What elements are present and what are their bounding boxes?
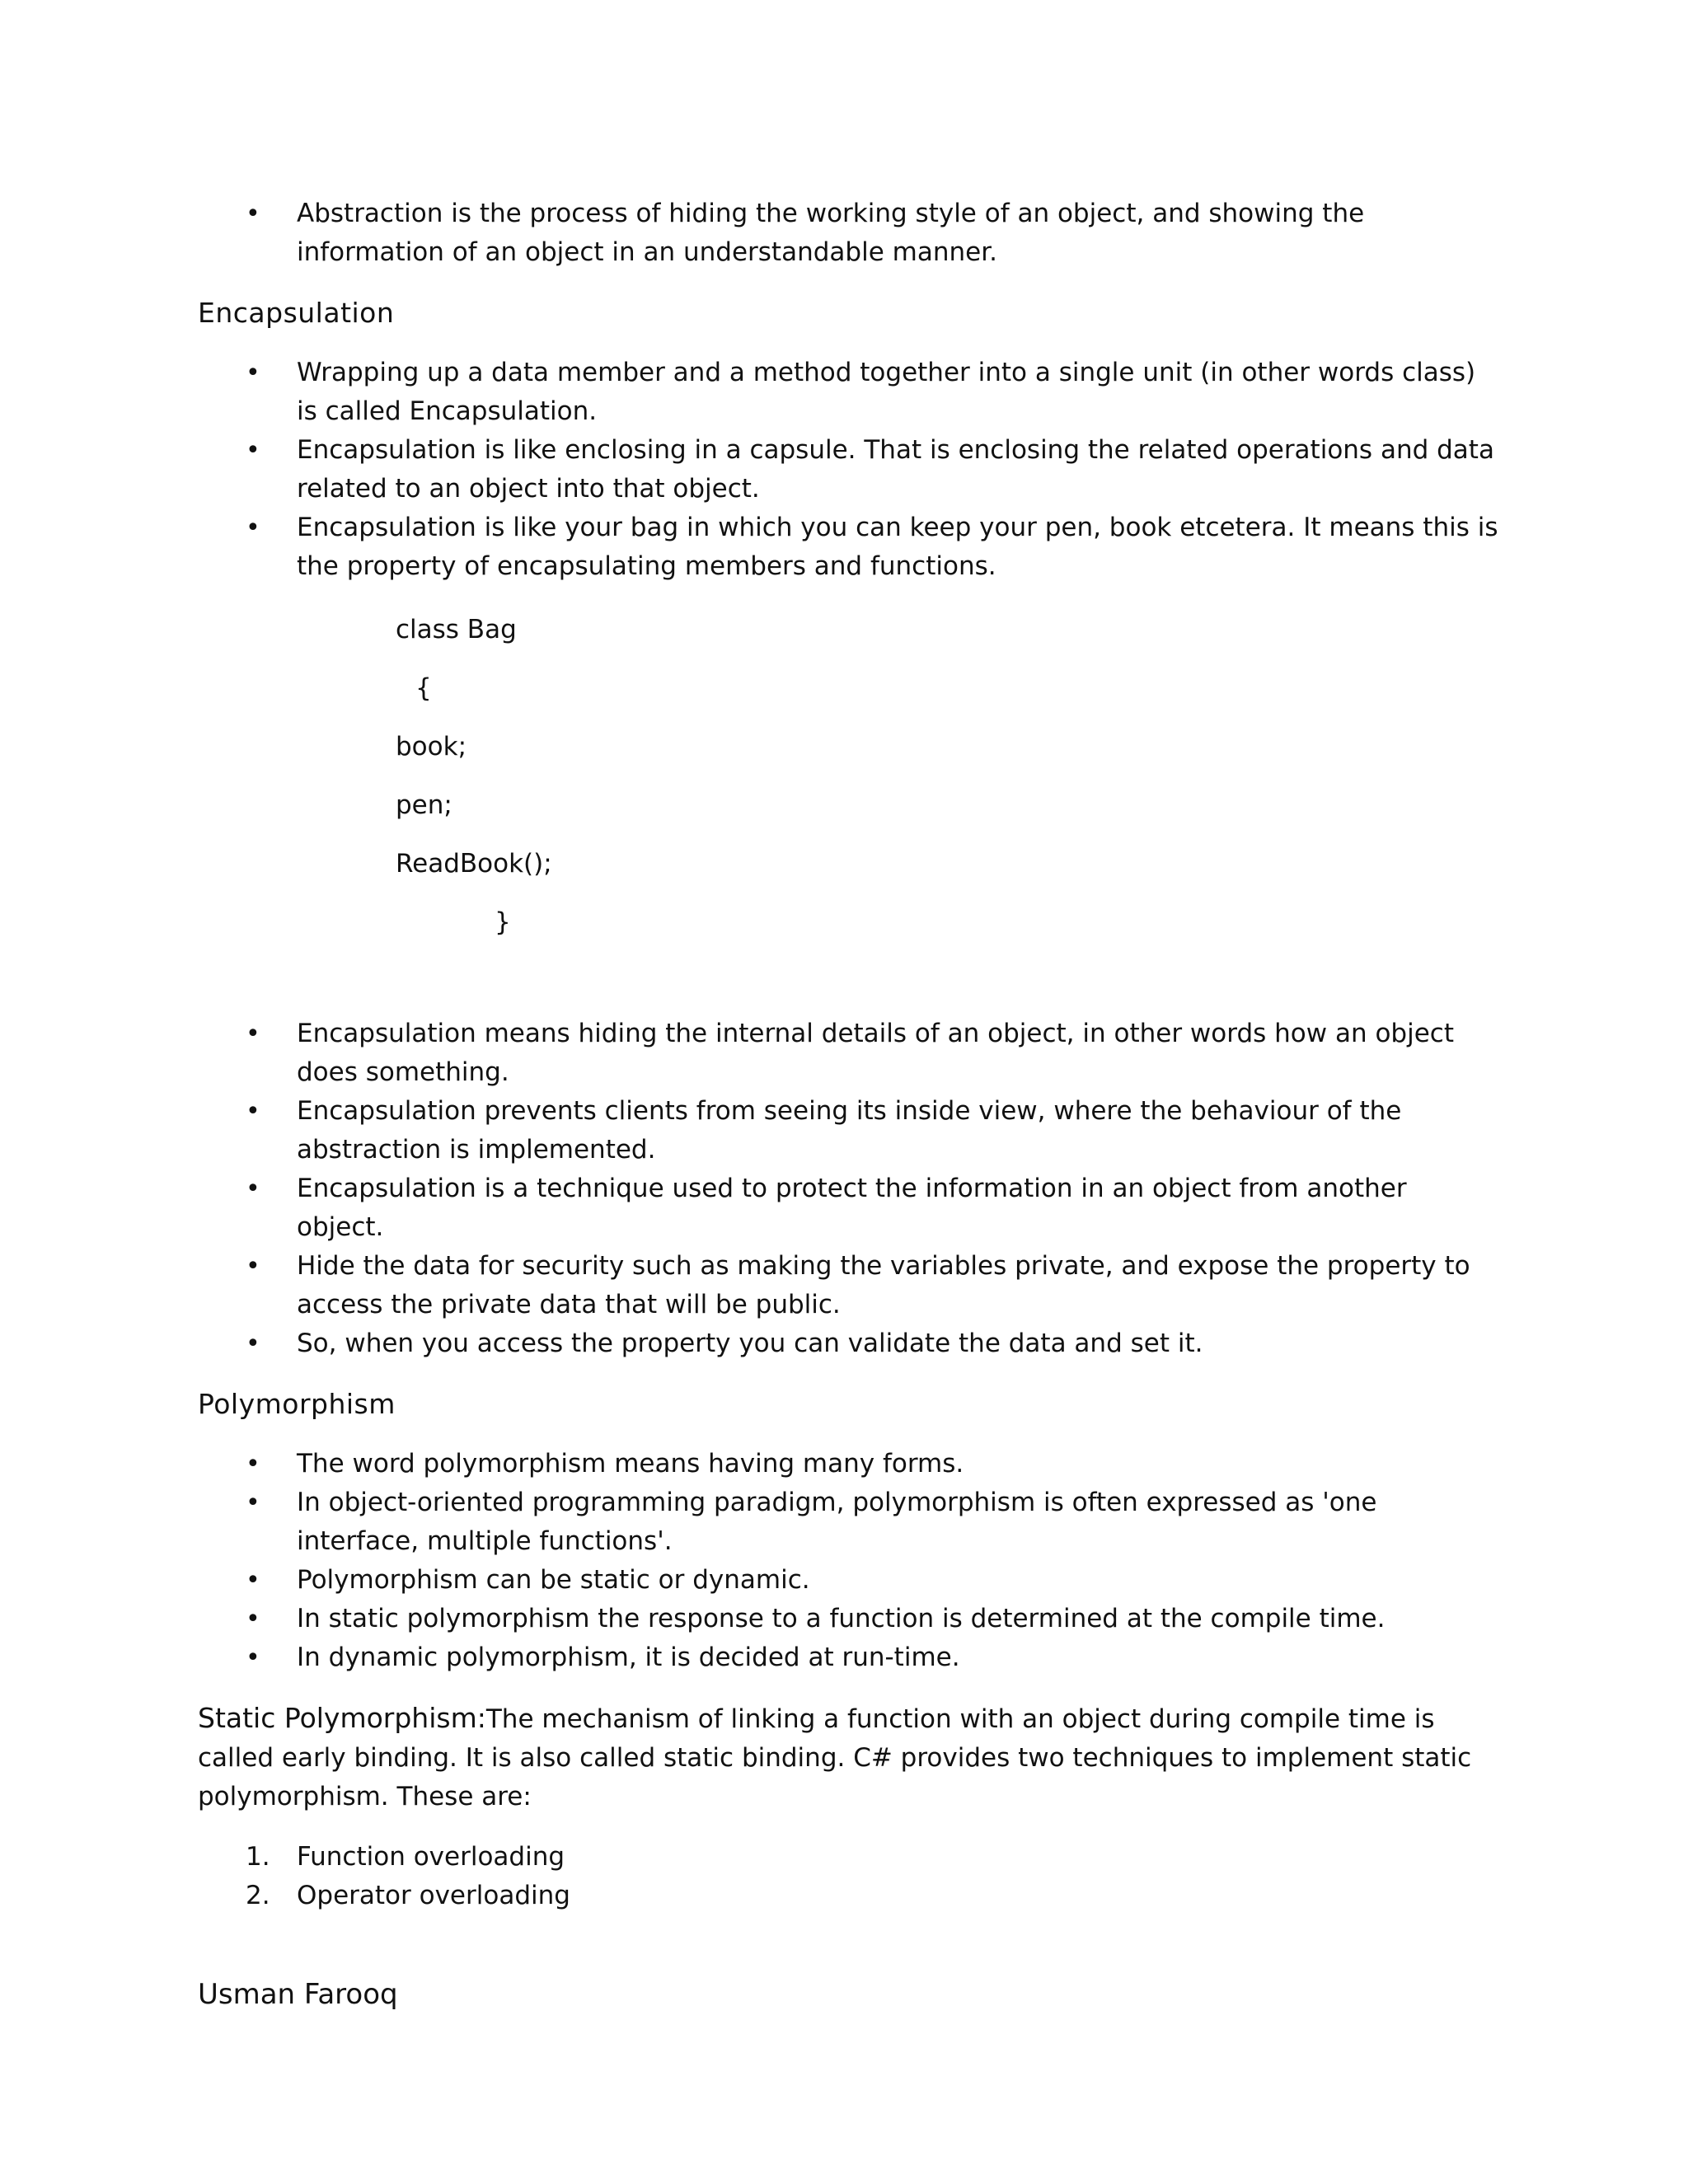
list-number: 2. [246, 1881, 270, 1910]
list-item: • Encapsulation means hiding the internal details of an object, in other words how an object does something. [198, 1015, 1500, 1092]
code-line: class Bag [396, 615, 517, 644]
encapsulation-bullet-list-b [198, 1015, 1500, 1363]
list-item: • Wrapping up a data member and a method together into a single unit (in other words class) is called Encapsulation. [198, 354, 1500, 431]
list-item: • Encapsulation prevents clients from seeing its inside view, where the behaviour of the abstraction is implemented. [198, 1092, 1500, 1169]
list-item-label: Function overloading [297, 1842, 565, 1872]
list-item: • Encapsulation is a technique used to protect the information in an object from another object. [198, 1169, 1500, 1247]
static-polymorphism-techniques-list [198, 1838, 1500, 1915]
static-polymorphism-lead: Static Polymorphism: [198, 1702, 486, 1734]
encapsulation-bullet-list-a [198, 354, 1500, 586]
static-polymorphism-paragraph [198, 1699, 1500, 1816]
section-heading-encapsulation: Encapsulation [198, 297, 395, 329]
code-sample-class-bag [396, 611, 1500, 962]
polymorphism-bullet-list [198, 1445, 1500, 1677]
code-line: book; [396, 732, 467, 762]
list-item: • Encapsulation is like your bag in which you can keep your pen, book etcetera. It means this is the property of encapsulating members and functions. [198, 509, 1500, 586]
list-item: • Abstraction is the process of hiding the working style of an object, and showing the information of an object in an understandable manner. [198, 194, 1500, 272]
list-item-label: Operator overloading [297, 1881, 570, 1910]
list-item [198, 1838, 1500, 1877]
document-body [198, 194, 1500, 1915]
code-line: ReadBook(); [396, 849, 552, 879]
code-line: } [495, 907, 511, 937]
static-polymorphism-text: The mechanism of linking a function with an object during compile time is called early binding. It is also called static binding. C# provides two techniques to implement static polymorphism. These are: [198, 1704, 1472, 1811]
list-item: • The word polymorphism means having many forms. [198, 1445, 1500, 1483]
intro-bullet-list [198, 194, 1500, 272]
list-item: • Encapsulation is like enclosing in a capsule. That is enclosing the related operations and data related to an object into that object. [198, 431, 1500, 509]
code-line: { [415, 673, 432, 703]
page-footer-author: Usman Farooq [198, 1978, 398, 2011]
list-item: • Hide the data for security such as making the variables private, and expose the property to access the private data that will be public. [198, 1247, 1500, 1324]
list-item: • In dynamic polymorphism, it is decided at run-time. [198, 1638, 1500, 1677]
list-item [198, 1877, 1500, 1915]
list-item: • In object-oriented programming paradigm, polymorphism is often expressed as 'one interface, multiple functions'. [198, 1483, 1500, 1561]
list-item: • Polymorphism can be static or dynamic. [198, 1561, 1500, 1600]
list-item: • In static polymorphism the response to a function is determined at the compile time. [198, 1600, 1500, 1638]
list-number: 1. [246, 1842, 270, 1872]
code-line: pen; [396, 790, 452, 820]
section-heading-polymorphism: Polymorphism [198, 1388, 396, 1420]
list-item: • So, when you access the property you can validate the data and set it. [198, 1324, 1500, 1363]
